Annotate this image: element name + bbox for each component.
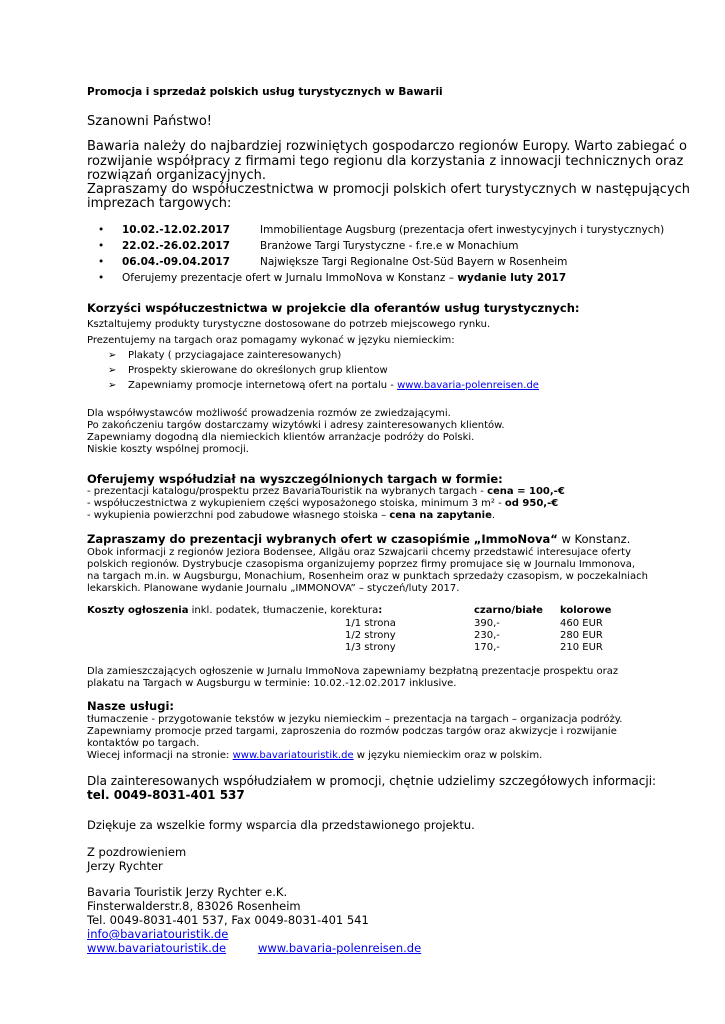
benefit-item: Plakaty ( przyciagajace zainteresowanych) [128,350,342,361]
intro-line: Bawaria należy do najbardziej rozwiniętych gospodarczo regionów Europy. Warto zabiegać o [87,139,687,154]
costs-label-colon: : [378,605,383,616]
company-phone: Tel. 0049-8031-401 537, Fax 0049-8031-401 541 [87,913,369,927]
costs-label [87,605,382,617]
costs-col-color: kolorowe [560,605,612,616]
contact-intro: Dla zainteresowanych współudziałem w promocji, chętnie udzielimy szczegółowych informacji: [87,774,657,788]
event-extra: Oferujemy prezentacje ofert w Jurnalu ImmoNova w Konstanz – [122,272,458,284]
costs-col-bw: czarno/białe [474,605,543,616]
company-name: Bavaria Touristik Jerzy Rychter e.K. [87,885,288,899]
magazine-heading [87,532,630,546]
intro-line: imprezach targowych: [87,196,232,211]
signature-name: Jerzy Rychter [87,859,163,873]
services-text: kontaktów po targach. [87,738,200,749]
event-desc: Największe Targi Regionalne Ost-Süd Bayern w Rosenheim [260,256,568,268]
magazine-heading-bold: Zapraszamy do prezentacji wybranych ofert w czasopiśmie „ImmoNova“ [87,532,558,546]
participation-heading: Oferujemy współudział na wyszczególnionych targach w formie: [87,472,503,486]
benefit-item-text: Zapewniamy promocje internetową ofert na portalu - [128,380,398,391]
benefit-item [128,380,539,392]
costs-size: 1/3 strony [345,642,396,653]
benefits-heading: Korzyści współuczestnictwa w projekcie dla oferantów usług turystycznych: [87,301,580,315]
participation-text: - współuczestnictwa z wykupieniem części wyposażonego stoiska, minimum 3 m² - [87,498,505,509]
event-desc: Branżowe Targi Turystyczne - f.re.e w Monachium [260,240,519,252]
costs-bw: 390,- [474,618,500,629]
portal-link[interactable]: www.bavaria-polenreisen.de [397,380,539,391]
magazine-text: na targach m.in. w Augsburgu, Monachium, Rosenheim oraz w punktach sprzedaży czasopism, w poczekalniach [87,571,648,582]
magazine-heading-rest: w Konstanz. [557,532,631,546]
costs-bw: 170,- [474,642,500,653]
event-date: 10.02.-12.02.2017 [122,224,230,236]
benefits-para: Po zakończeniu targów dostarczamy wizytówki i adresy zainteresowanych klientów. [87,420,505,431]
services-text: Zapewniamy promocje przed targami, zaproszenia do rozmów podczas targów oraz akwizycje i rozwijanie [87,726,617,737]
event-date: 22.02.-26.02.2017 [122,240,230,252]
costs-color: 280 EUR [560,630,603,641]
magazine-text: Obok informacji z regionów Jeziora Bodensee, Allgäu oraz Szwajcarii chcemy przedstawić interesujace oferty [87,547,631,558]
intro-line: rozwiązań organizacyjnych. [87,168,267,183]
document-title: Promocja i sprzedaż polskich usług turystycznych w Bawarii [87,86,443,98]
greeting: Szanowni Państwo! [87,114,212,129]
thanks-text: Dziękuje za wszelkie formy wsparcia dla przedstawionego projektu. [87,818,475,832]
event-desc: Immobilientage Augsburg (prezentacja ofert inwestycyjnych i turystycznych) [260,224,665,236]
benefit-arrow-icon: ➢ [108,365,117,376]
event-item: • 10.02.-12.02.2017 Immobilientage Augsburg (prezentacja ofert inwestycyjnych i turystycznych) [98,224,665,236]
company-address: Finsterwalderstr.8, 83026 Rosenheim [87,899,301,913]
benefits-para: Niskie koszty wspólnej promocji. [87,444,249,455]
participation-line [87,498,558,510]
costs-size: 1/2 strony [345,630,396,641]
participation-price: od 950,-€ [504,498,559,509]
event-item: • Oferujemy prezentacje ofert w Jurnalu ImmoNova w Konstanz – wydanie luty 2017 [98,272,567,284]
portal-link-footer[interactable]: www.bavaria-polenreisen.de [258,941,422,955]
participation-price: cena na zapytanie [389,510,492,521]
free-offer-text: plakatu na Targach w Augsburgu w terminie: 10.02.-12.02.2017 inklusive. [87,678,457,689]
costs-label-rest: inkl. podatek, tłumaczenie, korektura [188,605,379,616]
participation-price: cena = 100,-€ [487,486,565,497]
services-link[interactable]: www.bavariatouristik.de [232,750,354,761]
costs-color: 460 EUR [560,618,603,629]
services-text: tłumaczenie - przygotowanie tekstów w jezyku niemieckim – prezentacja na targach – organizacja podróży. [87,714,623,725]
event-date: 06.04.-09.04.2017 [122,256,230,268]
closing-text: Z pozdrowieniem [87,845,187,859]
services-more-text: Wiecej informacji na stronie: [87,750,233,761]
costs-bw: 230,- [474,630,500,641]
email-link[interactable]: info@bavariatouristik.de [87,927,229,941]
services-heading: Nasze usługi: [87,699,174,713]
services-more [87,750,542,762]
benefits-para: Zapewniamy dogodną dla niemieckich klientów arranżacje podróży do Polski. [87,432,475,443]
benefits-text: Ksztaltujemy produkty turystyczne dostosowane do potrzeb miejscowego rynku. [87,319,491,330]
event-extra-edition: wydanie luty 2017 [457,272,567,284]
event-item: • 06.04.-09.04.2017 Największe Targi Regionalne Ost-Süd Bayern w Rosenheim [98,256,568,268]
benefits-para: Dla współwystawców możliwość prowadzenia rozmów ze zwiedzającymi. [87,408,451,419]
benefit-item: Prospekty skierowane do określonych grup klientow [128,365,388,376]
intro-line: rozwijanie współpracy z firmami tego regionu dla korzystania z innowacji technicznych oraz [87,154,684,169]
participation-line [87,486,565,498]
services-more-text: w języku niemieckim oraz w polskim. [353,750,543,761]
magazine-text: polskich regionów. Dystrybucje czasopisma organizujemy poprzez firmy promujace się w Journalu Immonova, [87,559,636,570]
participation-text: - prezentacji katalogu/prospektu przez BavariaTouristik na wybranych targach - [87,486,488,497]
participation-text: . [491,510,496,521]
participation-text: - wykupienia powierzchni pod zabudowe własnego stoiska – [87,510,390,521]
benefits-text: Prezentujemy na targach oraz pomagamy wykonać w języku niemieckim: [87,335,455,346]
costs-label-bold: Koszty ogłoszenia [87,605,189,616]
benefit-arrow-icon: ➢ [108,350,117,361]
benefit-arrow-icon: ➢ [108,380,117,391]
costs-color: 210 EUR [560,642,603,653]
contact-phone: tel. 0049-8031-401 537 [87,788,245,802]
free-offer-text: Dla zamieszczających ogłoszenie w Jurnalu ImmoNova zapewniamy bezpłatną prezentacje prospektu oraz [87,666,619,677]
costs-size: 1/1 strona [345,618,396,629]
intro-line: Zapraszamy do współuczestnictwa w promocji polskich ofert turystycznych w następujących [87,182,691,197]
magazine-text: lekarskich. Planowane wydanie Journalu „IMMONOVA” – styczeń/luty 2017. [87,583,460,594]
event-item: • 22.02.-26.02.2017 Branżowe Targi Turystyczne - f.re.e w Monachium [98,240,519,252]
website-link[interactable]: www.bavariatouristik.de [87,941,227,955]
participation-line [87,510,495,522]
